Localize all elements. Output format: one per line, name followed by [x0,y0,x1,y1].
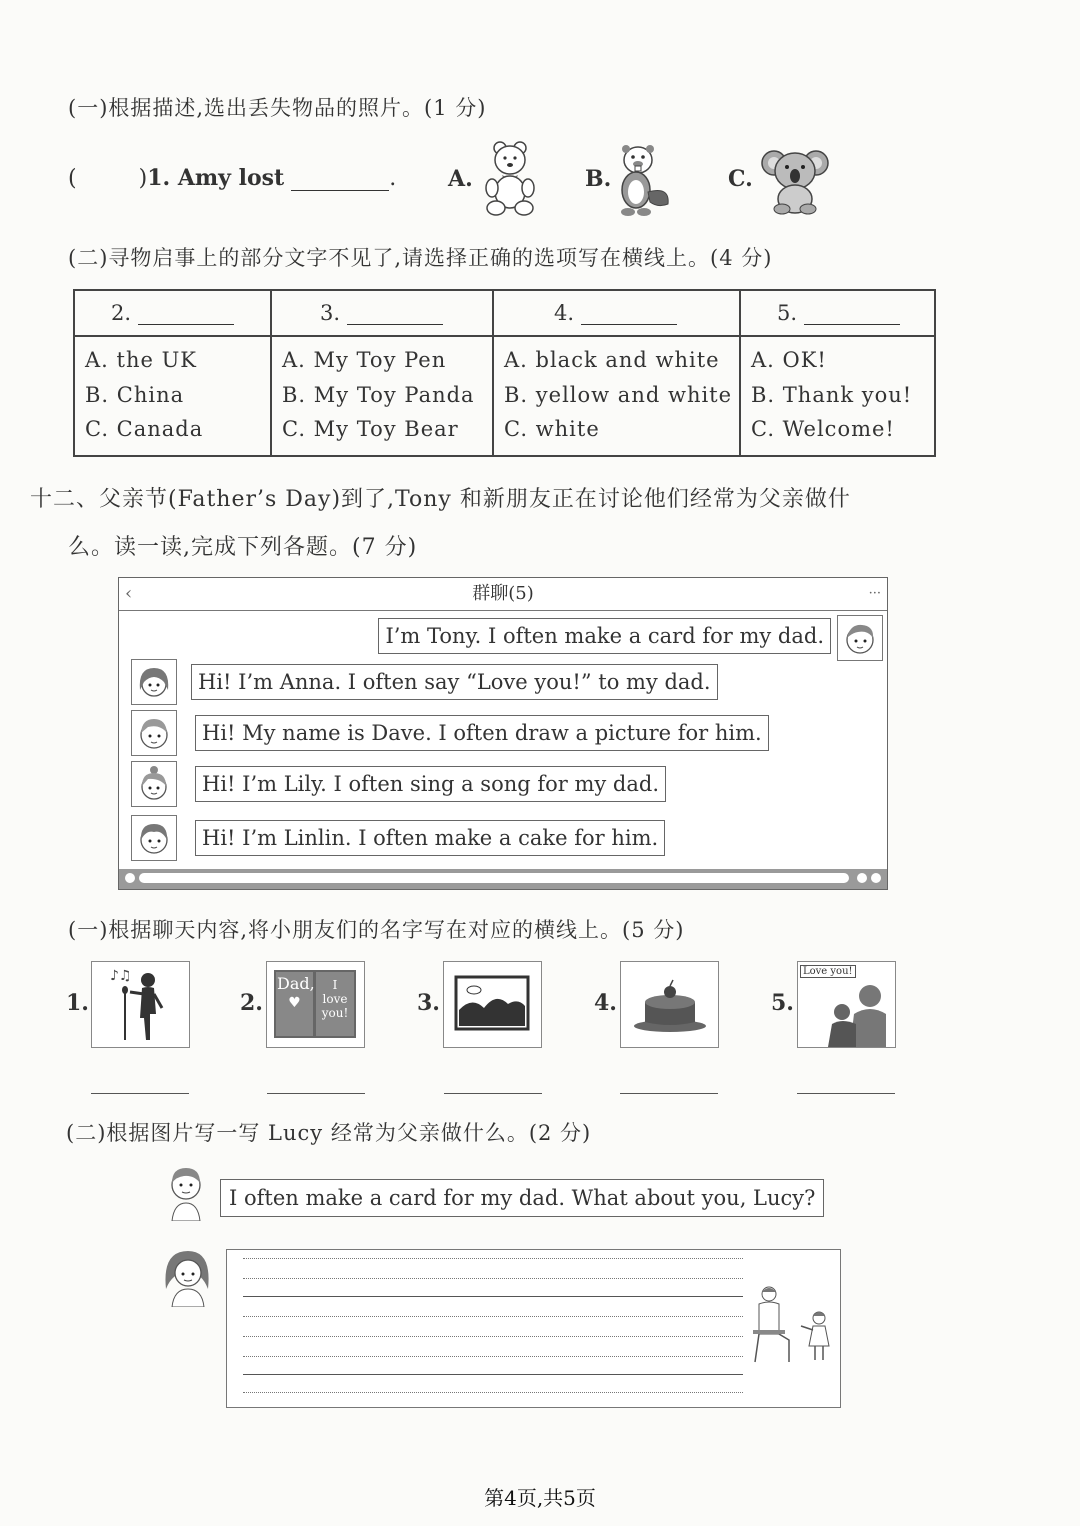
picture-5-number: 5. [771,990,794,1016]
option-c-label: C. [728,166,753,192]
card-text-love: love [322,992,348,1006]
section12-heading-line2: 么。读一读,完成下列各题。(7 分) [68,535,418,560]
table-header-cell [271,290,493,336]
speech-bubble: Love you! [800,965,856,978]
picture-5 [797,961,896,1048]
group-chat-window [118,577,888,890]
chat-input-bar[interactable] [119,869,887,889]
picture-3 [443,961,542,1048]
beaver-icon[interactable] [614,142,674,218]
voice-icon[interactable] [125,873,135,883]
avatar-dave [131,710,177,756]
part1-heading: (一)根据描述,选出丢失物品的照片。(1 分) [68,96,487,120]
option-a-label: A. [448,166,473,192]
chevron-left-icon[interactable]: ‹ [125,583,133,604]
picture-3-number: 3. [417,990,440,1016]
lucy-answer-box[interactable] [226,1249,841,1408]
chat-header [119,578,887,611]
blank-4-number: 4. [554,301,575,325]
card-icon [274,970,356,1038]
father-daughter-illustration [749,1284,839,1368]
chat-message-linlin: Hi! I’m Linlin. I often make a cake for him. [195,820,665,856]
picture-2 [266,961,365,1048]
answer-line-5[interactable] [797,1093,895,1094]
blank-2[interactable] [138,302,234,325]
option-b-label: B. [585,166,612,192]
chat-input-field[interactable] [139,873,849,883]
picture-1-number: 1. [66,990,89,1016]
option-item: A. My Toy Pen [282,348,447,372]
answer-line-4[interactable] [620,1093,718,1094]
card-text-i: I [332,978,338,992]
option-item: A. the UK [85,348,197,372]
option-item: A. black and white [504,348,720,372]
answer-line-2[interactable] [267,1093,365,1094]
avatar-linlin [131,815,177,861]
picture-1 [91,961,190,1048]
boy-avatar [162,1163,210,1221]
chat-title: 群聊(5) [472,583,534,604]
options-cell [740,336,935,456]
part12-2-heading: (二)根据图片写一写 Lucy 经常为父亲做什么。(2 分) [66,1121,592,1145]
q1-bracket-open: ( [68,166,77,191]
blank-4[interactable] [581,302,677,325]
picture-4 [620,961,719,1048]
blank-5-number: 5. [777,301,798,325]
lucy-avatar [158,1243,216,1307]
options-cell [74,336,271,456]
picture-icon [444,962,541,1047]
options-cell [271,336,493,456]
picture-2-number: 2. [240,990,263,1016]
option-item: C. Welcome! [751,417,895,441]
koala-icon[interactable] [760,145,830,217]
table-header-cell [740,290,935,336]
singing-icon [92,962,189,1047]
options-table [73,289,936,457]
chat-message-lily: Hi! I’m Lily. I often sing a song for my dad. [195,766,666,802]
question-1 [68,165,396,191]
avatar-lily [131,761,177,807]
blank-3-number: 3. [320,301,341,325]
writing-line[interactable] [243,1296,743,1297]
svg-text:♪♫: ♪♫ [110,968,132,984]
blank-2-number: 2. [111,301,132,325]
avatar-tony [837,615,883,661]
plus-icon[interactable] [871,873,881,883]
option-item: C. Canada [85,417,204,441]
option-item: B. Thank you! [751,382,913,407]
writing-line[interactable] [243,1392,743,1393]
page-number: 第4页,共5页 [484,1486,596,1510]
avatar-anna [131,659,177,705]
writing-line[interactable] [243,1316,743,1317]
writing-line[interactable] [243,1336,743,1337]
prompt-bubble: I often make a card for my dad. What about you, Lucy? [220,1179,824,1217]
answer-line-1[interactable] [91,1093,189,1094]
cake-icon [621,962,718,1047]
part2-heading: (二)寻物启事上的部分文字不见了,请选择正确的选项写在横线上。(4 分) [68,246,773,270]
answer-line-3[interactable] [444,1093,542,1094]
emoji-icon[interactable] [857,873,867,883]
chat-message-tony: I’m Tony. I often make a card for my dad. [378,618,831,654]
option-item: A. OK! [751,348,827,372]
q1-text: 1. Amy lost [147,165,285,191]
option-item: C. white [504,417,600,441]
blank-3[interactable] [347,302,443,325]
chat-message-anna: Hi! I’m Anna. I often say “Love you!” to my dad. [191,664,718,700]
teddy-bear-icon[interactable] [478,140,538,218]
q1-bracket-close: ) [138,166,148,191]
blank-5[interactable] [804,302,900,325]
options-cell [493,336,740,456]
card-text-dad: Dad, [277,974,315,993]
part12-1-heading: (一)根据聊天内容,将小朋友们的名字写在对应的横线上。(5 分) [68,918,685,942]
q1-blank[interactable] [291,170,389,191]
writing-line[interactable] [243,1278,743,1279]
picture-4-number: 4. [594,990,617,1016]
table-header-cell [493,290,740,336]
option-item: C. My Toy Bear [282,417,459,441]
card-text-you: you! [321,1006,349,1020]
option-item: B. yellow and white [504,382,733,407]
writing-line[interactable] [243,1374,743,1375]
writing-line[interactable] [243,1356,743,1357]
more-icon[interactable]: ··· [868,586,881,601]
table-header-cell [74,290,271,336]
heart-icon: ♥ [288,995,301,1011]
option-item: B. My Toy Panda [282,382,475,407]
section12-heading-line1: 十二、父亲节(Father’s Day)到了,Tony 和新朋友正在讨论他们经常为父亲做什 [30,487,851,512]
q1-period: . [389,166,397,191]
option-item: B. China [85,382,185,407]
chat-message-dave: Hi! My name is Dave. I often draw a picture for him. [195,715,769,751]
writing-line[interactable] [243,1258,743,1259]
